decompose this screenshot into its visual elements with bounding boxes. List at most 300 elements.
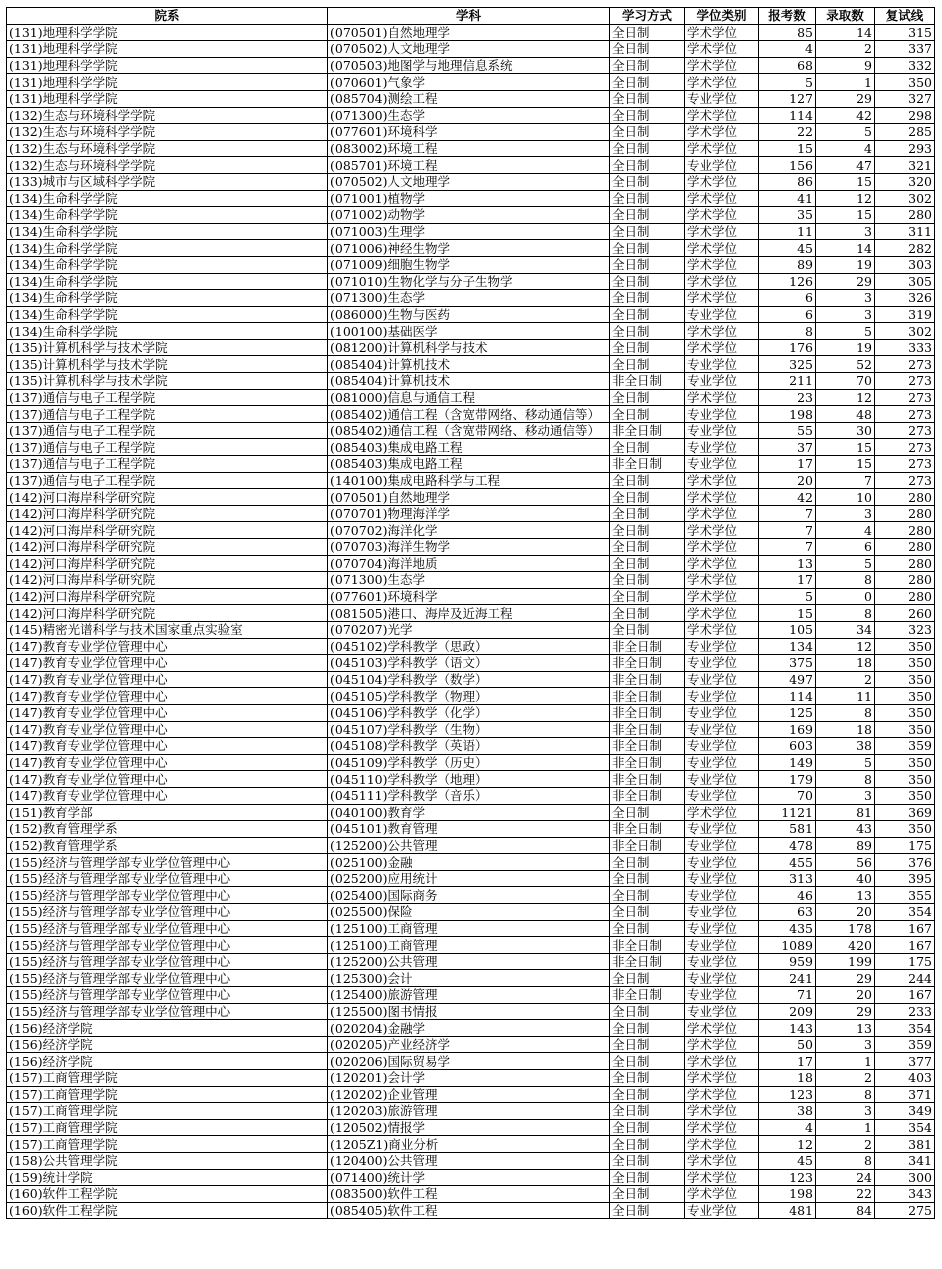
study-mode-cell: 全日制 bbox=[610, 1036, 685, 1053]
study-mode-cell: 全日制 bbox=[610, 621, 685, 638]
study-mode-cell: 全日制 bbox=[610, 207, 685, 224]
subject-cell: (085704)测绘工程 bbox=[328, 90, 610, 107]
table-row bbox=[7, 207, 935, 224]
retest-line-cell: 321 bbox=[875, 157, 935, 174]
subject-cell: (070502)人文地理学 bbox=[328, 173, 610, 190]
applicants-cell: 455 bbox=[759, 854, 816, 871]
table-row bbox=[7, 987, 935, 1004]
degree-type-cell: 学术学位 bbox=[685, 273, 759, 290]
study-mode-cell: 非全日制 bbox=[610, 456, 685, 473]
applicants-cell: 17 bbox=[759, 572, 816, 589]
table-row bbox=[7, 157, 935, 174]
applicants-cell: 156 bbox=[759, 157, 816, 174]
admitted-cell: 10 bbox=[816, 489, 875, 506]
degree-type-cell: 学术学位 bbox=[685, 1136, 759, 1153]
department-cell: (155)经济与管理学部专业学位管理中心 bbox=[7, 987, 328, 1004]
retest-line-cell: 350 bbox=[875, 74, 935, 91]
table-row bbox=[7, 472, 935, 489]
retest-line-cell: 273 bbox=[875, 356, 935, 373]
subject-cell: (045111)学科教学（音乐） bbox=[328, 787, 610, 804]
header-row bbox=[7, 8, 935, 25]
department-cell: (156)经济学院 bbox=[7, 1020, 328, 1037]
admitted-cell: 5 bbox=[816, 754, 875, 771]
retest-line-cell: 175 bbox=[875, 837, 935, 854]
degree-type-cell: 学术学位 bbox=[685, 1169, 759, 1186]
retest-line-cell: 350 bbox=[875, 754, 935, 771]
degree-type-cell: 学术学位 bbox=[685, 323, 759, 340]
department-cell: (155)经济与管理学部专业学位管理中心 bbox=[7, 953, 328, 970]
department-cell: (159)统计学院 bbox=[7, 1169, 328, 1186]
department-cell: (142)河口海岸科学研究院 bbox=[7, 588, 328, 605]
applicants-cell: 6 bbox=[759, 306, 816, 323]
admitted-cell: 8 bbox=[816, 704, 875, 721]
retest-line-cell: 280 bbox=[875, 207, 935, 224]
study-mode-cell: 全日制 bbox=[610, 887, 685, 904]
study-mode-cell: 全日制 bbox=[610, 572, 685, 589]
department-cell: (131)地理科学学院 bbox=[7, 41, 328, 58]
study-mode-cell: 全日制 bbox=[610, 57, 685, 74]
table-row bbox=[7, 1003, 935, 1020]
admitted-cell: 11 bbox=[816, 688, 875, 705]
department-cell: (155)经济与管理学部专业学位管理中心 bbox=[7, 904, 328, 921]
table-row bbox=[7, 489, 935, 506]
retest-line-cell: 350 bbox=[875, 821, 935, 838]
study-mode-cell: 全日制 bbox=[610, 1169, 685, 1186]
table-row bbox=[7, 439, 935, 456]
study-mode-cell: 非全日制 bbox=[610, 688, 685, 705]
study-mode-cell: 全日制 bbox=[610, 1119, 685, 1136]
department-cell: (147)教育专业学位管理中心 bbox=[7, 771, 328, 788]
retest-line-cell: 280 bbox=[875, 588, 935, 605]
admitted-cell: 22 bbox=[816, 1186, 875, 1203]
retest-line-cell: 349 bbox=[875, 1103, 935, 1120]
retest-line-cell: 333 bbox=[875, 339, 935, 356]
applicants-cell: 114 bbox=[759, 688, 816, 705]
table-row bbox=[7, 124, 935, 141]
table-row bbox=[7, 738, 935, 755]
applicants-cell: 35 bbox=[759, 207, 816, 224]
department-cell: (152)教育管理学系 bbox=[7, 821, 328, 838]
degree-type-cell: 学术学位 bbox=[685, 240, 759, 257]
subject-cell: (025200)应用统计 bbox=[328, 870, 610, 887]
applicants-cell: 17 bbox=[759, 456, 816, 473]
subject-cell: (081505)港口、海岸及近海工程 bbox=[328, 605, 610, 622]
study-mode-cell: 全日制 bbox=[610, 854, 685, 871]
degree-type-cell: 专业学位 bbox=[685, 373, 759, 390]
admitted-cell: 24 bbox=[816, 1169, 875, 1186]
subject-cell: (081200)计算机科学与技术 bbox=[328, 339, 610, 356]
header-applicants: 报考数 bbox=[759, 8, 816, 25]
admitted-cell: 29 bbox=[816, 90, 875, 107]
admitted-cell: 2 bbox=[816, 1136, 875, 1153]
department-cell: (157)工商管理学院 bbox=[7, 1103, 328, 1120]
subject-cell: (070503)地图学与地理信息系统 bbox=[328, 57, 610, 74]
table-row bbox=[7, 223, 935, 240]
table-row bbox=[7, 406, 935, 423]
department-cell: (137)通信与电子工程学院 bbox=[7, 406, 328, 423]
degree-type-cell: 学术学位 bbox=[685, 290, 759, 307]
degree-type-cell: 专业学位 bbox=[685, 1003, 759, 1020]
retest-line-cell: 381 bbox=[875, 1136, 935, 1153]
applicants-cell: 37 bbox=[759, 439, 816, 456]
retest-line-cell: 298 bbox=[875, 107, 935, 124]
study-mode-cell: 全日制 bbox=[610, 1186, 685, 1203]
subject-cell: (025100)金融 bbox=[328, 854, 610, 871]
table-row bbox=[7, 173, 935, 190]
study-mode-cell: 全日制 bbox=[610, 173, 685, 190]
department-cell: (132)生态与环境科学学院 bbox=[7, 107, 328, 124]
study-mode-cell: 全日制 bbox=[610, 1053, 685, 1070]
table-row bbox=[7, 605, 935, 622]
applicants-cell: 41 bbox=[759, 190, 816, 207]
table-row bbox=[7, 356, 935, 373]
table-row bbox=[7, 1186, 935, 1203]
degree-type-cell: 专业学位 bbox=[685, 953, 759, 970]
department-cell: (133)城市与区域科学学院 bbox=[7, 173, 328, 190]
degree-type-cell: 学术学位 bbox=[685, 1020, 759, 1037]
retest-line-cell: 371 bbox=[875, 1086, 935, 1103]
retest-line-cell: 167 bbox=[875, 920, 935, 937]
retest-line-cell: 280 bbox=[875, 489, 935, 506]
retest-line-cell: 167 bbox=[875, 937, 935, 954]
degree-type-cell: 专业学位 bbox=[685, 671, 759, 688]
study-mode-cell: 全日制 bbox=[610, 1086, 685, 1103]
admitted-cell: 2 bbox=[816, 41, 875, 58]
subject-cell: (071003)生理学 bbox=[328, 223, 610, 240]
study-mode-cell: 全日制 bbox=[610, 505, 685, 522]
subject-cell: (125300)会计 bbox=[328, 970, 610, 987]
table-row bbox=[7, 1103, 935, 1120]
applicants-cell: 42 bbox=[759, 489, 816, 506]
degree-type-cell: 学术学位 bbox=[685, 339, 759, 356]
study-mode-cell: 全日制 bbox=[610, 920, 685, 937]
admitted-cell: 5 bbox=[816, 124, 875, 141]
subject-cell: (120400)公共管理 bbox=[328, 1152, 610, 1169]
admitted-cell: 12 bbox=[816, 389, 875, 406]
department-cell: (155)经济与管理学部专业学位管理中心 bbox=[7, 970, 328, 987]
degree-type-cell: 学术学位 bbox=[685, 804, 759, 821]
subject-cell: (020205)产业经济学 bbox=[328, 1036, 610, 1053]
applicants-cell: 89 bbox=[759, 256, 816, 273]
table-row bbox=[7, 572, 935, 589]
table-row bbox=[7, 1036, 935, 1053]
applicants-cell: 143 bbox=[759, 1020, 816, 1037]
applicants-cell: 497 bbox=[759, 671, 816, 688]
applicants-cell: 68 bbox=[759, 57, 816, 74]
degree-type-cell: 专业学位 bbox=[685, 837, 759, 854]
table-row bbox=[7, 953, 935, 970]
admitted-cell: 5 bbox=[816, 555, 875, 572]
retest-line-cell: 244 bbox=[875, 970, 935, 987]
table-row bbox=[7, 721, 935, 738]
applicants-cell: 46 bbox=[759, 887, 816, 904]
admitted-cell: 8 bbox=[816, 771, 875, 788]
degree-type-cell: 学术学位 bbox=[685, 505, 759, 522]
study-mode-cell: 全日制 bbox=[610, 306, 685, 323]
admitted-cell: 2 bbox=[816, 1070, 875, 1087]
admitted-cell: 420 bbox=[816, 937, 875, 954]
retest-line-cell: 280 bbox=[875, 539, 935, 556]
study-mode-cell: 全日制 bbox=[610, 41, 685, 58]
degree-type-cell: 专业学位 bbox=[685, 970, 759, 987]
applicants-cell: 8 bbox=[759, 323, 816, 340]
admitted-cell: 4 bbox=[816, 522, 875, 539]
subject-cell: (071010)生物化学与分子生物学 bbox=[328, 273, 610, 290]
table-row bbox=[7, 1136, 935, 1153]
subject-cell: (071001)植物学 bbox=[328, 190, 610, 207]
study-mode-cell: 全日制 bbox=[610, 406, 685, 423]
degree-type-cell: 学术学位 bbox=[685, 489, 759, 506]
subject-cell: (140100)集成电路科学与工程 bbox=[328, 472, 610, 489]
admitted-cell: 5 bbox=[816, 323, 875, 340]
study-mode-cell: 全日制 bbox=[610, 489, 685, 506]
degree-type-cell: 专业学位 bbox=[685, 987, 759, 1004]
subject-cell: (020206)国际贸易学 bbox=[328, 1053, 610, 1070]
retest-line-cell: 315 bbox=[875, 24, 935, 41]
degree-type-cell: 学术学位 bbox=[685, 207, 759, 224]
admitted-cell: 14 bbox=[816, 24, 875, 41]
department-cell: (147)教育专业学位管理中心 bbox=[7, 655, 328, 672]
header-subject: 学科 bbox=[328, 8, 610, 25]
applicants-cell: 5 bbox=[759, 588, 816, 605]
subject-cell: (071009)细胞生物学 bbox=[328, 256, 610, 273]
degree-type-cell: 专业学位 bbox=[685, 904, 759, 921]
subject-cell: (085405)软件工程 bbox=[328, 1202, 610, 1219]
admitted-cell: 8 bbox=[816, 572, 875, 589]
subject-cell: (070501)自然地理学 bbox=[328, 24, 610, 41]
table-row bbox=[7, 621, 935, 638]
applicants-cell: 18 bbox=[759, 1070, 816, 1087]
department-cell: (134)生命科学学院 bbox=[7, 323, 328, 340]
degree-type-cell: 专业学位 bbox=[685, 356, 759, 373]
retest-line-cell: 305 bbox=[875, 273, 935, 290]
table-row bbox=[7, 704, 935, 721]
study-mode-cell: 全日制 bbox=[610, 970, 685, 987]
admitted-cell: 29 bbox=[816, 1003, 875, 1020]
retest-line-cell: 350 bbox=[875, 771, 935, 788]
table-row bbox=[7, 339, 935, 356]
retest-line-cell: 311 bbox=[875, 223, 935, 240]
study-mode-cell: 全日制 bbox=[610, 90, 685, 107]
study-mode-cell: 全日制 bbox=[610, 107, 685, 124]
admitted-cell: 29 bbox=[816, 273, 875, 290]
applicants-cell: 127 bbox=[759, 90, 816, 107]
admitted-cell: 12 bbox=[816, 638, 875, 655]
subject-cell: (045109)学科教学（历史） bbox=[328, 754, 610, 771]
table-row bbox=[7, 57, 935, 74]
retest-line-cell: 167 bbox=[875, 987, 935, 1004]
study-mode-cell: 全日制 bbox=[610, 339, 685, 356]
study-mode-cell: 全日制 bbox=[610, 605, 685, 622]
table-header bbox=[7, 8, 935, 25]
applicants-cell: 7 bbox=[759, 505, 816, 522]
table-row bbox=[7, 638, 935, 655]
retest-line-cell: 275 bbox=[875, 1202, 935, 1219]
subject-cell: (085403)集成电路工程 bbox=[328, 439, 610, 456]
degree-type-cell: 专业学位 bbox=[685, 688, 759, 705]
admitted-cell: 8 bbox=[816, 1086, 875, 1103]
applicants-cell: 55 bbox=[759, 422, 816, 439]
admitted-cell: 84 bbox=[816, 1202, 875, 1219]
department-cell: (155)经济与管理学部专业学位管理中心 bbox=[7, 937, 328, 954]
admitted-cell: 0 bbox=[816, 588, 875, 605]
table-row bbox=[7, 306, 935, 323]
retest-line-cell: 273 bbox=[875, 389, 935, 406]
study-mode-cell: 全日制 bbox=[610, 1136, 685, 1153]
applicants-cell: 45 bbox=[759, 1152, 816, 1169]
applicants-cell: 581 bbox=[759, 821, 816, 838]
degree-type-cell: 专业学位 bbox=[685, 787, 759, 804]
admitted-cell: 18 bbox=[816, 655, 875, 672]
admitted-cell: 3 bbox=[816, 223, 875, 240]
study-mode-cell: 全日制 bbox=[610, 1202, 685, 1219]
department-cell: (151)教育学部 bbox=[7, 804, 328, 821]
department-cell: (158)公共管理学院 bbox=[7, 1152, 328, 1169]
study-mode-cell: 非全日制 bbox=[610, 953, 685, 970]
degree-type-cell: 学术学位 bbox=[685, 173, 759, 190]
department-cell: (134)生命科学学院 bbox=[7, 256, 328, 273]
degree-type-cell: 学术学位 bbox=[685, 1103, 759, 1120]
applicants-cell: 45 bbox=[759, 240, 816, 257]
table-row bbox=[7, 41, 935, 58]
table-row bbox=[7, 771, 935, 788]
department-cell: (147)教育专业学位管理中心 bbox=[7, 754, 328, 771]
table-row bbox=[7, 323, 935, 340]
retest-line-cell: 323 bbox=[875, 621, 935, 638]
department-cell: (135)计算机科学与技术学院 bbox=[7, 356, 328, 373]
department-cell: (147)教育专业学位管理中心 bbox=[7, 738, 328, 755]
department-cell: (142)河口海岸科学研究院 bbox=[7, 555, 328, 572]
degree-type-cell: 专业学位 bbox=[685, 704, 759, 721]
degree-type-cell: 学术学位 bbox=[685, 107, 759, 124]
degree-type-cell: 学术学位 bbox=[685, 572, 759, 589]
subject-cell: (1205Z1)商业分析 bbox=[328, 1136, 610, 1153]
department-cell: (157)工商管理学院 bbox=[7, 1086, 328, 1103]
retest-line-cell: 280 bbox=[875, 555, 935, 572]
degree-type-cell: 专业学位 bbox=[685, 771, 759, 788]
applicants-cell: 20 bbox=[759, 472, 816, 489]
study-mode-cell: 全日制 bbox=[610, 256, 685, 273]
study-mode-cell: 全日制 bbox=[610, 223, 685, 240]
applicants-cell: 481 bbox=[759, 1202, 816, 1219]
retest-line-cell: 233 bbox=[875, 1003, 935, 1020]
study-mode-cell: 全日制 bbox=[610, 1152, 685, 1169]
degree-type-cell: 学术学位 bbox=[685, 223, 759, 240]
degree-type-cell: 专业学位 bbox=[685, 90, 759, 107]
department-cell: (137)通信与电子工程学院 bbox=[7, 472, 328, 489]
applicants-cell: 1089 bbox=[759, 937, 816, 954]
degree-type-cell: 学术学位 bbox=[685, 555, 759, 572]
degree-type-cell: 学术学位 bbox=[685, 1119, 759, 1136]
study-mode-cell: 非全日制 bbox=[610, 821, 685, 838]
subject-cell: (070702)海洋化学 bbox=[328, 522, 610, 539]
retest-line-cell: 377 bbox=[875, 1053, 935, 1070]
applicants-cell: 4 bbox=[759, 1119, 816, 1136]
retest-line-cell: 343 bbox=[875, 1186, 935, 1203]
applicants-cell: 71 bbox=[759, 987, 816, 1004]
admitted-cell: 13 bbox=[816, 887, 875, 904]
table-row bbox=[7, 655, 935, 672]
applicants-cell: 4 bbox=[759, 41, 816, 58]
department-cell: (147)教育专业学位管理中心 bbox=[7, 688, 328, 705]
degree-type-cell: 学术学位 bbox=[685, 588, 759, 605]
applicants-cell: 211 bbox=[759, 373, 816, 390]
subject-cell: (070703)海洋生物学 bbox=[328, 539, 610, 556]
admitted-cell: 19 bbox=[816, 256, 875, 273]
subject-cell: (100100)基础医学 bbox=[328, 323, 610, 340]
degree-type-cell: 学术学位 bbox=[685, 124, 759, 141]
department-cell: (155)经济与管理学部专业学位管理中心 bbox=[7, 920, 328, 937]
retest-line-cell: 350 bbox=[875, 638, 935, 655]
subject-cell: (083500)软件工程 bbox=[328, 1186, 610, 1203]
degree-type-cell: 学术学位 bbox=[685, 1086, 759, 1103]
table-body bbox=[7, 24, 935, 1219]
applicants-cell: 15 bbox=[759, 140, 816, 157]
degree-type-cell: 学术学位 bbox=[685, 190, 759, 207]
subject-cell: (045104)学科教学（数学） bbox=[328, 671, 610, 688]
degree-type-cell: 专业学位 bbox=[685, 1202, 759, 1219]
study-mode-cell: 全日制 bbox=[610, 157, 685, 174]
subject-cell: (045106)学科教学（化学） bbox=[328, 704, 610, 721]
admitted-cell: 8 bbox=[816, 605, 875, 622]
department-cell: (134)生命科学学院 bbox=[7, 190, 328, 207]
table-row bbox=[7, 522, 935, 539]
subject-cell: (125200)公共管理 bbox=[328, 953, 610, 970]
retest-line-cell: 354 bbox=[875, 904, 935, 921]
retest-line-cell: 337 bbox=[875, 41, 935, 58]
degree-type-cell: 专业学位 bbox=[685, 655, 759, 672]
admitted-cell: 1 bbox=[816, 74, 875, 91]
department-cell: (135)计算机科学与技术学院 bbox=[7, 339, 328, 356]
subject-cell: (085404)计算机技术 bbox=[328, 373, 610, 390]
retest-line-cell: 280 bbox=[875, 572, 935, 589]
header-retest-line: 复试线 bbox=[875, 8, 935, 25]
table-row bbox=[7, 904, 935, 921]
retest-line-cell: 350 bbox=[875, 721, 935, 738]
department-cell: (155)经济与管理学部专业学位管理中心 bbox=[7, 887, 328, 904]
subject-cell: (125400)旅游管理 bbox=[328, 987, 610, 1004]
study-mode-cell: 非全日制 bbox=[610, 771, 685, 788]
table-row bbox=[7, 787, 935, 804]
study-mode-cell: 全日制 bbox=[610, 273, 685, 290]
admitted-cell: 81 bbox=[816, 804, 875, 821]
table-row bbox=[7, 24, 935, 41]
admitted-cell: 3 bbox=[816, 306, 875, 323]
admitted-cell: 3 bbox=[816, 505, 875, 522]
subject-cell: (071006)神经生物学 bbox=[328, 240, 610, 257]
degree-type-cell: 专业学位 bbox=[685, 754, 759, 771]
applicants-cell: 375 bbox=[759, 655, 816, 672]
applicants-cell: 13 bbox=[759, 555, 816, 572]
study-mode-cell: 全日制 bbox=[610, 904, 685, 921]
table-row bbox=[7, 920, 935, 937]
table-row bbox=[7, 887, 935, 904]
admitted-cell: 15 bbox=[816, 207, 875, 224]
applicants-cell: 123 bbox=[759, 1086, 816, 1103]
admitted-cell: 178 bbox=[816, 920, 875, 937]
retest-line-cell: 273 bbox=[875, 456, 935, 473]
retest-line-cell: 354 bbox=[875, 1020, 935, 1037]
admitted-cell: 4 bbox=[816, 140, 875, 157]
header-admitted: 录取数 bbox=[816, 8, 875, 25]
admitted-cell: 29 bbox=[816, 970, 875, 987]
study-mode-cell: 全日制 bbox=[610, 1020, 685, 1037]
study-mode-cell: 全日制 bbox=[610, 539, 685, 556]
retest-line-cell: 403 bbox=[875, 1070, 935, 1087]
study-mode-cell: 全日制 bbox=[610, 1070, 685, 1087]
table-row bbox=[7, 1202, 935, 1219]
retest-line-cell: 302 bbox=[875, 190, 935, 207]
